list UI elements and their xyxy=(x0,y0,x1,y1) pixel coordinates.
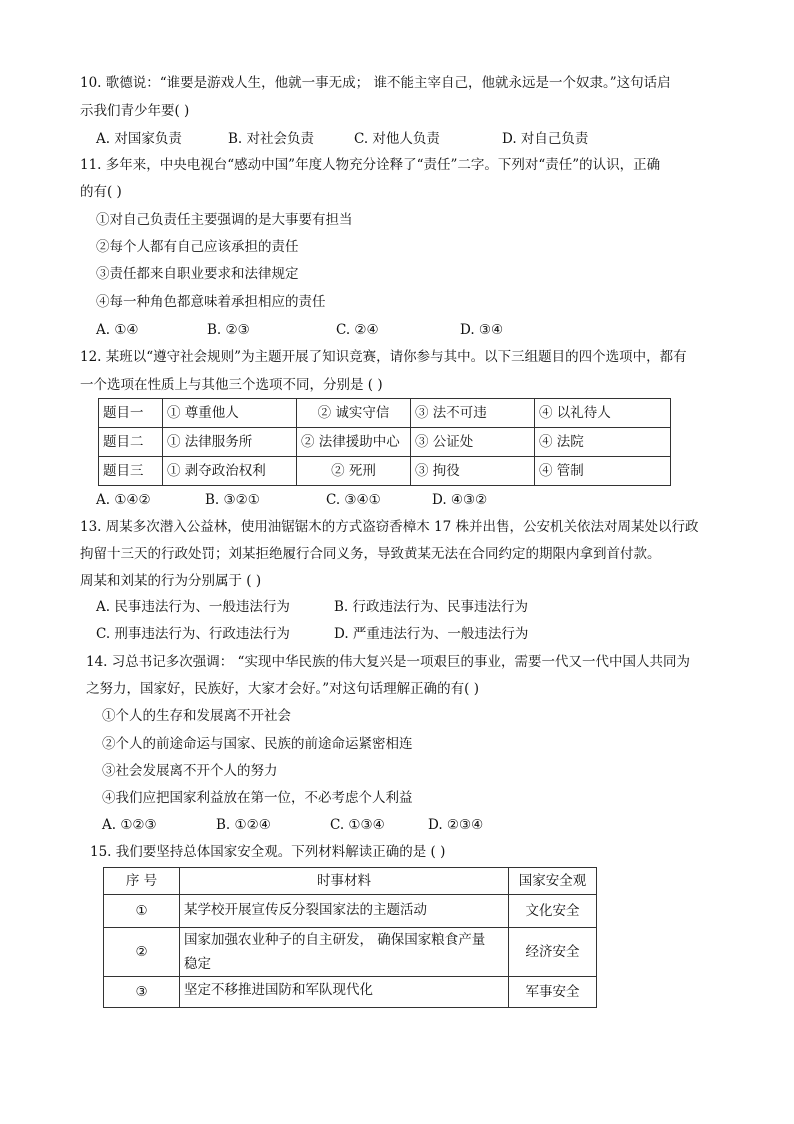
table-cell: 经济安全 xyxy=(509,928,597,977)
q10-option-b: B. 对社会负责 xyxy=(228,131,315,147)
q14-item-2: ②个人的前途命运与国家、民族的前途命运紧密相连 xyxy=(102,736,413,752)
q14-option-a: A. ①②③ xyxy=(102,817,157,833)
table-cell: ① 剥夺政治权利 xyxy=(163,457,297,486)
table-cell: 某学校开展宣传反分裂国家法的主题活动 xyxy=(180,895,509,928)
q11-item-3: ③责任都来自职业要求和法律规定 xyxy=(96,266,299,282)
q11-stem-line1: 11. 多年来，中央电视台“感动中国”年度人物充分诠释了“责任”二字。下列对“责任”的认识，正确 xyxy=(80,157,661,173)
table-cell: ④ 以礼待人 xyxy=(535,399,671,428)
q10-option-c: C. 对他人负责 xyxy=(354,131,440,147)
q10-option-d: D. 对自己负责 xyxy=(502,131,589,147)
q11-item-1: ①对自己负责任主要强调的是大事要有担当 xyxy=(96,212,353,228)
table-cell: ① 尊重他人 xyxy=(163,399,297,428)
q13-stem-line3: 周某和刘某的行为分别属于 ( ) xyxy=(80,573,262,589)
table-cell: ② 法律援助中心 xyxy=(297,428,411,457)
table-cell: 题目三 xyxy=(99,457,163,486)
q13-option-d: D. 严重违法行为、一般违法行为 xyxy=(334,626,529,642)
table-row xyxy=(99,457,671,486)
table-header-row xyxy=(104,868,597,895)
q12-stem-line2: 一个选项在性质上与其他三个选项不同，分别是 ( ) xyxy=(80,377,383,393)
table-cell: 题目一 xyxy=(99,399,163,428)
q12-table xyxy=(98,398,671,486)
table-cell: ③ 法不可违 xyxy=(411,399,535,428)
q11-stem-line2: 的有( ) xyxy=(80,184,122,200)
table-row xyxy=(104,977,597,1008)
q13-option-b: B. 行政违法行为、民事违法行为 xyxy=(334,599,529,615)
q10-stem-line1: 10. 歌德说：“谁要是游戏人生，他就一事无成； 谁不能主宰自己，他就永远是一个奴隶。”这句话启 xyxy=(80,75,671,91)
q12-stem-line1: 12. 某班以“遵守社会规则”为主题开展了知识竞赛，请你参与其中。以下三组题目的四个选项中，都有 xyxy=(80,349,687,365)
q14-stem-line1: 14. 习总书记多次强调： “实现中华民族的伟大复兴是一项艰巨的事业，需要一代又一代中国人共同为 xyxy=(86,654,690,670)
q14-item-3: ③社会发展离不开个人的努力 xyxy=(102,763,278,779)
q13-stem-line1: 13. 周某多次潜入公益林，使用油锯锯木的方式盗窃香樟木 17 株并出售，公安机关依法对周某处以行政 xyxy=(80,519,699,535)
q14-option-c: C. ①③④ xyxy=(330,817,385,833)
q11-option-b: B. ②③ xyxy=(207,322,250,338)
table-cell: 坚定不移推进国防和军队现代化 xyxy=(180,977,509,1008)
q15-stem: 15. 我们要坚持总体国家安全观。下列材料解读正确的是 ( ) xyxy=(90,844,446,860)
q14-option-b: B. ①②④ xyxy=(216,817,271,833)
q12-option-c: C. ③④① xyxy=(326,492,381,508)
table-cell: 文化安全 xyxy=(509,895,597,928)
table-cell: ④ 法院 xyxy=(535,428,671,457)
q11-item-2: ②每个人都有自己应该承担的责任 xyxy=(96,239,299,255)
q11-option-c: C. ②④ xyxy=(336,322,379,338)
q12-option-b: B. ③②① xyxy=(205,492,260,508)
table-row xyxy=(104,895,597,928)
table-row xyxy=(99,399,671,428)
q11-option-a: A. ①④ xyxy=(96,322,139,338)
column-header: 序 号 xyxy=(104,868,180,895)
table-cell xyxy=(180,928,509,977)
table-cell: 题目二 xyxy=(99,428,163,457)
table-cell: ② 诚实守信 xyxy=(297,399,411,428)
table-cell: ③ xyxy=(104,977,180,1008)
q11-item-4: ④每一种角色都意味着承担相应的责任 xyxy=(96,294,326,310)
q14-stem-line2: 之努力，国家好，民族好，大家才会好。”对这句话理解正确的有( ) xyxy=(86,681,479,697)
q13-stem-line2: 拘留十三天的行政处罚；刘某拒绝履行合同义务，导致黄某无法在合同约定的期限内拿到首付款。 xyxy=(80,546,661,562)
q15-table xyxy=(103,867,597,1008)
q11-option-d: D. ③④ xyxy=(460,322,504,338)
q14-option-d: D. ②③④ xyxy=(428,817,484,833)
table-cell: 军事安全 xyxy=(509,977,597,1008)
q12-option-a: A. ①④② xyxy=(96,492,151,508)
material-line-1: 国家加强农业种子的自主研发， 确保国家粮食产量 xyxy=(184,932,486,948)
table-cell: ④ 管制 xyxy=(535,457,671,486)
q14-item-1: ①个人的生存和发展离不开社会 xyxy=(102,708,291,724)
q13-option-c: C. 刑事违法行为、行政违法行为 xyxy=(96,626,290,642)
column-header: 国家安全观 xyxy=(509,868,597,895)
table-cell: ② 死刑 xyxy=(297,457,411,486)
table-cell: ③ 拘役 xyxy=(411,457,535,486)
q14-item-4: ④我们应把国家利益放在第一位，不必考虑个人利益 xyxy=(102,790,413,806)
q10-stem-line2: 示我们青少年要( ) xyxy=(80,103,190,119)
table-cell: ② xyxy=(104,928,180,977)
material-line-2: 稳定 xyxy=(184,956,211,972)
table-cell: ③ 公证处 xyxy=(411,428,535,457)
table-row xyxy=(104,928,597,977)
table-cell: ① xyxy=(104,895,180,928)
q12-option-d: D. ④③② xyxy=(432,492,488,508)
q10-option-a: A. 对国家负责 xyxy=(96,131,182,147)
column-header: 时事材料 xyxy=(180,868,509,895)
table-row xyxy=(99,428,671,457)
table-cell: ① 法律服务所 xyxy=(163,428,297,457)
q13-option-a: A. 民事违法行为、一般违法行为 xyxy=(96,599,290,615)
